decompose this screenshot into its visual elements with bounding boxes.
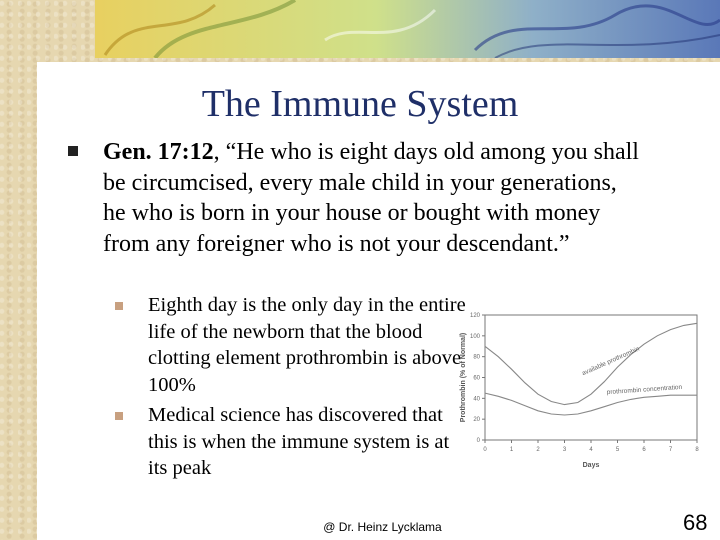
- sub-bullet-marker: [115, 302, 123, 310]
- sub-bullet-text: Medical science has discovered that this is when the immune system is at its peak: [148, 404, 450, 479]
- y-tick-label: 0: [476, 438, 480, 444]
- sub-bullet-text: Eighth day is the only day in the entire life of the newborn that the blood clotting element prothrombin is above 100%: [148, 294, 466, 396]
- y-tick-label: 100: [469, 333, 480, 340]
- x-tick-label: 4: [589, 447, 593, 453]
- series-label-1: available prothrombin: [581, 345, 641, 378]
- bullet-text: [103, 137, 643, 259]
- series-label-2: prothrombin concentration: [606, 383, 683, 397]
- chart-plot-area: [485, 315, 697, 440]
- y-tick-label: 80: [473, 354, 480, 361]
- footer-credit: @ Dr. Heinz Lycklama: [323, 520, 442, 534]
- x-tick-label: 6: [642, 447, 646, 453]
- y-tick-label: 60: [473, 375, 480, 382]
- decorative-banner: [95, 0, 720, 58]
- bullet-marker: [68, 146, 78, 156]
- y-tick-label: 20: [473, 417, 480, 424]
- y-tick-label: 40: [473, 396, 480, 403]
- y-tick-label: 120: [469, 313, 480, 319]
- prothrombin-chart: [455, 305, 705, 475]
- page-number: 68: [683, 510, 708, 535]
- slide-title: The Immune System: [201, 83, 519, 125]
- x-tick-label: 2: [536, 447, 540, 453]
- scripture-reference: Gen. 17:12: [103, 139, 214, 165]
- y-axis-label: Prothrombin (% of Normal): [460, 332, 467, 423]
- x-tick-label: 5: [615, 447, 620, 453]
- x-tick-label: 3: [562, 447, 567, 453]
- x-tick-label: 1: [509, 447, 514, 453]
- sub-bullet-marker: [115, 412, 123, 420]
- x-tick-label: 7: [668, 447, 673, 453]
- x-tick-label: 8: [695, 447, 699, 453]
- scripture-quote: , “He who is eight days old among you shall be circumcised, every male child in your generations, he who is born in your house or bought with money from any foreigner who is not your descendant.”: [103, 139, 639, 257]
- x-axis-label: Days: [582, 462, 600, 469]
- x-tick-label: 0: [483, 447, 487, 453]
